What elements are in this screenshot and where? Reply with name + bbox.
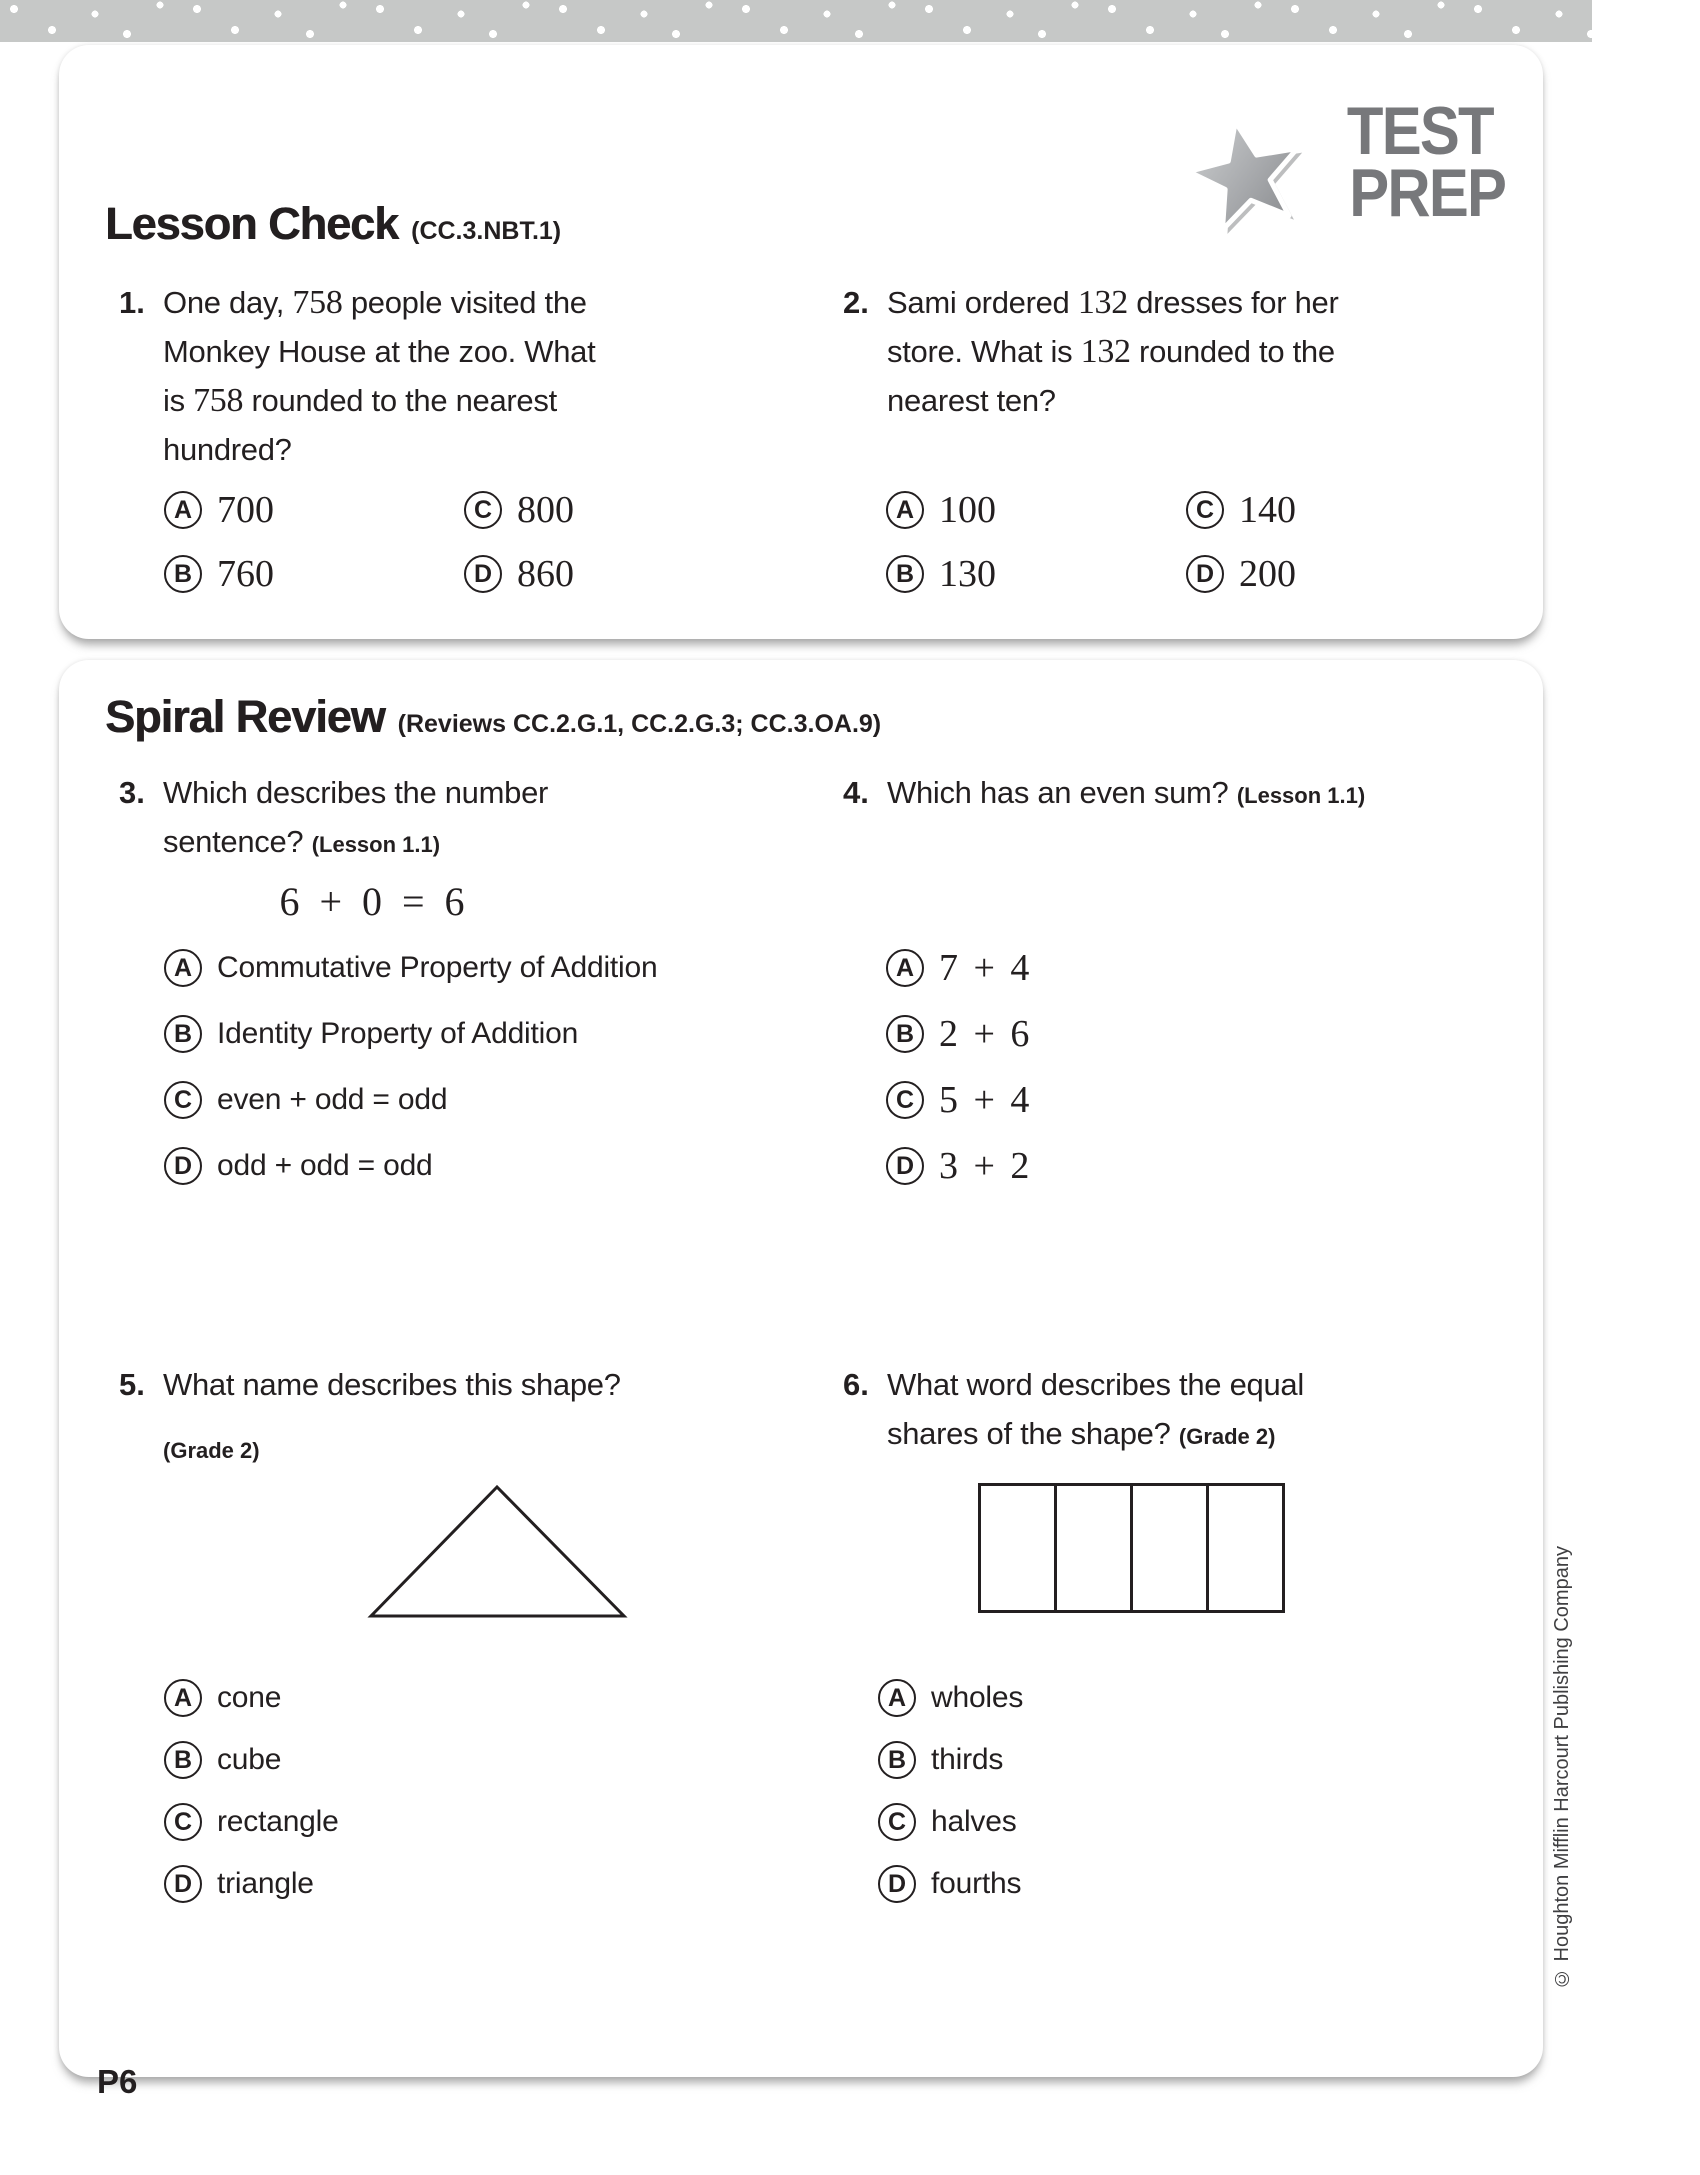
answer-option: [164, 1147, 657, 1185]
option-label: rectangle: [217, 1805, 339, 1838]
choice-bubble-c[interactable]: C: [878, 1803, 916, 1841]
answer-option: [878, 1865, 1023, 1903]
option-label: wholes: [931, 1681, 1024, 1714]
rectangle-cell: [981, 1486, 1054, 1610]
option-label: 2 + 6: [939, 1013, 1030, 1055]
choice-bubble-a[interactable]: A: [878, 1679, 916, 1717]
answer-option: [164, 1803, 339, 1841]
number-sentence: 6 + 0 = 6: [279, 879, 465, 924]
question-text: [163, 768, 548, 869]
option-label: 860: [517, 553, 574, 595]
question-number: 5.: [119, 1367, 145, 1402]
choice-bubble-c[interactable]: C: [886, 1081, 924, 1119]
page-number: P6: [97, 2063, 138, 2100]
option-label: 3 + 2: [939, 1145, 1030, 1187]
answer-option: [878, 1679, 1023, 1717]
option-label: fourths: [931, 1867, 1022, 1900]
spiral-review-title: Spiral Review: [105, 691, 385, 742]
copyright-notice: © Houghton Mifflin Harcourt Publishing Company: [1551, 1546, 1573, 1989]
option-label: cone: [217, 1681, 282, 1714]
question-number: 4.: [843, 775, 869, 810]
question-3: [119, 768, 779, 869]
choice-bubble-a[interactable]: A: [164, 949, 202, 987]
option-label: 130: [939, 553, 996, 595]
choice-bubble-c[interactable]: C: [464, 491, 502, 529]
option-label: 760: [217, 553, 274, 595]
option-label: odd + odd = odd: [217, 1149, 433, 1182]
lesson-check-title: Lesson Check: [105, 198, 399, 249]
question-6-options: [878, 1679, 1023, 1903]
answer-option: [886, 555, 1186, 593]
option-label: halves: [931, 1805, 1017, 1838]
answer-option: [878, 1741, 1023, 1779]
rectangle-cell: [1054, 1486, 1130, 1610]
question-line: is 758 rounded to the nearest: [163, 382, 557, 419]
spiral-review-card: [59, 660, 1543, 2077]
option-label: 700: [217, 489, 274, 531]
answer-option: [464, 555, 574, 593]
question-line: [887, 768, 1365, 820]
choice-bubble-d[interactable]: D: [1186, 555, 1224, 593]
option-label: 200: [1239, 553, 1296, 595]
testprep-logo: [1195, 93, 1505, 267]
choice-bubble-a[interactable]: A: [886, 949, 924, 987]
option-label: 140: [1239, 489, 1296, 531]
choice-bubble-b[interactable]: B: [886, 1015, 924, 1053]
answer-option: [886, 1147, 1029, 1185]
answer-option: [886, 1081, 1029, 1119]
question-line: One day, 758 people visited the: [163, 284, 587, 321]
question-line-text: Which has an even sum?: [887, 775, 1229, 810]
question-3-options: [164, 949, 657, 1185]
question-6: [843, 1360, 1503, 1461]
choice-bubble-a[interactable]: A: [164, 1679, 202, 1717]
question-line-text: sentence?: [163, 824, 304, 859]
option-label: Commutative Property of Addition: [217, 951, 658, 984]
option-label: 7 + 4: [939, 947, 1030, 989]
answer-option: [164, 1741, 339, 1779]
lesson-reference: (Lesson 1.1): [1236, 783, 1366, 808]
question-1-options: [164, 491, 574, 593]
answer-option: [878, 1803, 1023, 1841]
answer-option: [164, 1081, 657, 1119]
star-icon: [1179, 109, 1311, 241]
question-line: Monkey House at the zoo. What: [163, 334, 596, 369]
question-text: [887, 278, 1339, 425]
choice-bubble-d[interactable]: D: [164, 1147, 202, 1185]
grade-reference: (Grade 2): [163, 1438, 260, 1463]
question-5: [119, 1360, 779, 1475]
option-label: triangle: [217, 1867, 314, 1900]
option-label: even + odd = odd: [217, 1083, 448, 1116]
choice-bubble-c[interactable]: C: [1186, 491, 1224, 529]
question-line: What name describes this shape?: [163, 1367, 621, 1402]
choice-bubble-d[interactable]: D: [878, 1865, 916, 1903]
option-label: thirds: [931, 1743, 1004, 1776]
rectangle-cell: [1130, 1486, 1206, 1610]
question-line: Which describes the number: [163, 775, 549, 810]
question-number: 3.: [119, 775, 145, 810]
grade-reference: (Grade 2): [1178, 1424, 1276, 1449]
answer-option: [886, 1015, 1029, 1053]
choice-bubble-c[interactable]: C: [164, 1803, 202, 1841]
question-line: hundred?: [163, 432, 292, 467]
answer-option: [1186, 491, 1296, 529]
lesson-check-standard: (CC.3.NBT.1): [411, 217, 562, 245]
choice-bubble-c[interactable]: C: [164, 1081, 202, 1119]
option-label: 5 + 4: [939, 1079, 1030, 1121]
choice-bubble-b[interactable]: B: [164, 555, 202, 593]
question-4-options: [886, 949, 1029, 1185]
answer-option: [164, 1679, 339, 1717]
question-line-text: shares of the shape?: [887, 1416, 1171, 1451]
answer-option: [164, 491, 464, 529]
choice-bubble-d[interactable]: D: [886, 1147, 924, 1185]
question-2-options: [886, 491, 1296, 593]
rectangle-cell: [1206, 1486, 1282, 1610]
testprep-logo-line2: PREP: [1349, 155, 1505, 231]
grade-reference-line: [163, 1423, 621, 1475]
choice-bubble-b[interactable]: B: [878, 1741, 916, 1779]
option-label: 100: [939, 489, 996, 531]
question-line: [163, 817, 548, 869]
question-line: Sami ordered 132 dresses for her: [887, 284, 1339, 321]
answer-option: [1186, 555, 1296, 593]
question-number: 1.: [119, 285, 145, 320]
testprep-logo-line1: TEST: [1347, 93, 1493, 169]
choice-bubble-b[interactable]: B: [164, 1741, 202, 1779]
choice-bubble-a[interactable]: A: [164, 491, 202, 529]
question-2: [843, 278, 1503, 425]
question-number: 6.: [843, 1367, 869, 1402]
dotted-header-banner: [0, 0, 1592, 42]
answer-option: [164, 555, 464, 593]
lesson-check-card: [59, 45, 1543, 639]
choice-bubble-a[interactable]: A: [886, 491, 924, 529]
question-1: [119, 278, 779, 474]
question-line: What word describes the equal: [887, 1367, 1304, 1402]
question-number: 2.: [843, 285, 869, 320]
question-line: store. What is 132 rounded to the: [887, 333, 1335, 370]
choice-bubble-d[interactable]: D: [464, 555, 502, 593]
option-label: 800: [517, 489, 574, 531]
choice-bubble-d[interactable]: D: [164, 1865, 202, 1903]
question-line: nearest ten?: [887, 383, 1056, 418]
question-text: [163, 278, 595, 474]
choice-bubble-b[interactable]: B: [886, 555, 924, 593]
choice-bubble-b[interactable]: B: [164, 1015, 202, 1053]
answer-option: [164, 949, 657, 987]
option-label: Identity Property of Addition: [217, 1017, 579, 1050]
question-line: [887, 1409, 1304, 1461]
option-label: cube: [217, 1743, 282, 1776]
spiral-review-standard: (Reviews CC.2.G.1, CC.2.G.3; CC.3.OA.9): [397, 710, 882, 738]
question-text: [887, 1360, 1304, 1461]
lesson-reference: (Lesson 1.1): [311, 832, 441, 857]
answer-option: [886, 949, 1029, 987]
answer-option: [464, 491, 574, 529]
answer-option: [164, 1865, 339, 1903]
question-5-options: [164, 1679, 339, 1903]
answer-option: [164, 1015, 657, 1053]
answer-option: [886, 491, 1186, 529]
fourths-rectangle-shape: [978, 1483, 1285, 1613]
question-4: [843, 768, 1503, 820]
triangle-shape: [360, 1480, 635, 1622]
question-text: [163, 1360, 621, 1475]
question-text: [887, 768, 1365, 820]
